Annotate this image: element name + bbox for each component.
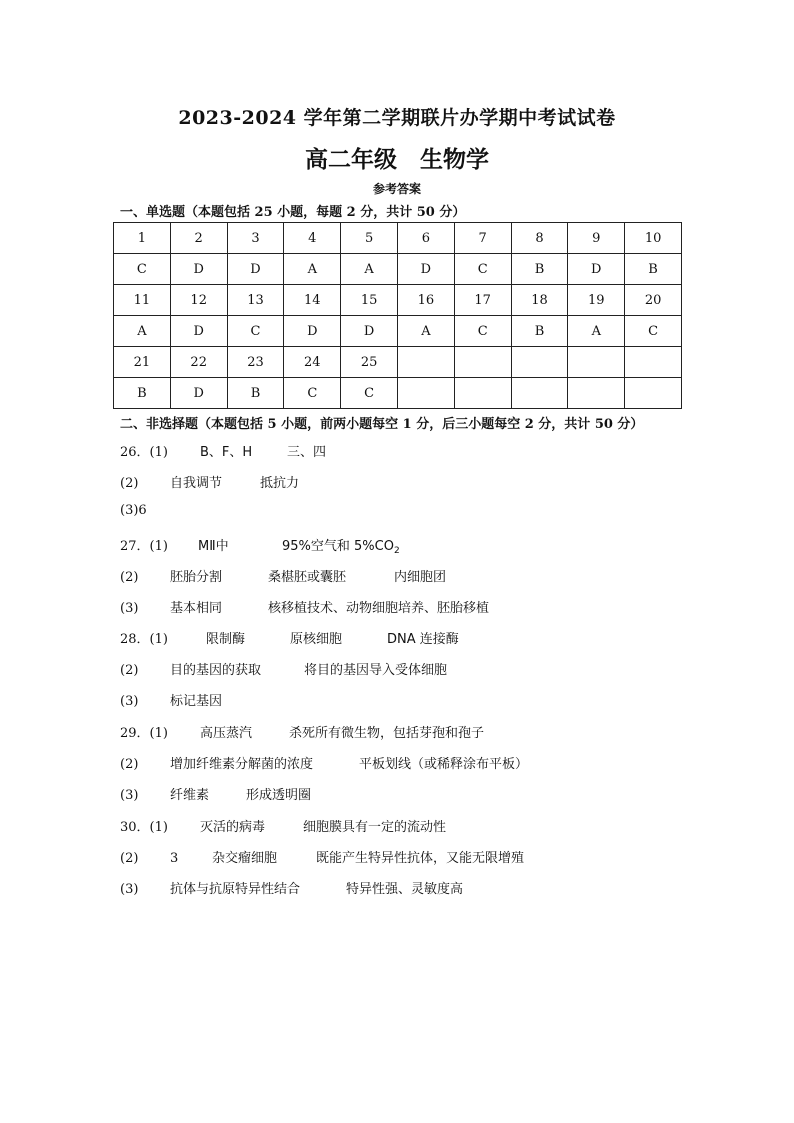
question-number: (2) xyxy=(120,570,139,585)
table-cell: A xyxy=(114,316,171,347)
answer-text: 标记基因 xyxy=(170,694,223,709)
table-cell: 14 xyxy=(284,285,341,316)
answer-line-27-2 xyxy=(120,566,446,586)
table-cell: 20 xyxy=(625,285,682,316)
question-number: (3) xyxy=(120,694,139,709)
table-cell: D xyxy=(170,378,227,409)
table-cell: 2 xyxy=(170,223,227,254)
table-cell: D xyxy=(227,254,284,285)
table-cell: 24 xyxy=(284,347,341,378)
table-cell: B xyxy=(511,316,568,347)
table-cell: 3 xyxy=(227,223,284,254)
answer-text: 特异性强、灵敏度高 xyxy=(346,882,464,897)
answer-text: 3 xyxy=(170,851,179,866)
table-cell: B xyxy=(114,378,171,409)
answer-text: 杂交瘤细胞 xyxy=(212,851,278,866)
table-cell: A xyxy=(341,254,398,285)
question-number: (3) xyxy=(120,882,139,897)
answer-text: 内细胞团 xyxy=(394,570,447,585)
question-number: 26．(1) xyxy=(120,445,168,460)
answer-line-30-2 xyxy=(120,847,524,867)
answer-line-28-2 xyxy=(120,659,447,679)
table-row xyxy=(114,254,682,285)
table-cell: D xyxy=(170,316,227,347)
answer-text: 桑椹胚或囊胚 xyxy=(268,570,347,585)
table-cell: 8 xyxy=(511,223,568,254)
table-cell: A xyxy=(397,316,454,347)
answer-line-29-1 xyxy=(120,722,484,742)
table-cell xyxy=(568,378,625,409)
answer-line-27-3 xyxy=(120,597,489,617)
section1-heading: 一、单选题（本题包括 25 小题，每题 2 分，共计 50 分） xyxy=(120,205,466,220)
table-cell: 22 xyxy=(170,347,227,378)
table-cell xyxy=(397,378,454,409)
table-cell: D xyxy=(284,316,341,347)
table-row xyxy=(114,285,682,316)
table-cell: B xyxy=(625,254,682,285)
table-cell: C xyxy=(454,316,511,347)
answer-text: 95%空气和 5%CO xyxy=(282,539,394,554)
table-cell: 19 xyxy=(568,285,625,316)
table-cell: 4 xyxy=(284,223,341,254)
table-cell xyxy=(454,378,511,409)
table-cell xyxy=(397,347,454,378)
question-number: 29．(1) xyxy=(120,726,168,741)
answer-line-26-1 xyxy=(120,441,326,461)
table-cell: A xyxy=(568,316,625,347)
table-cell: D xyxy=(568,254,625,285)
answer-text: MⅡ中 xyxy=(198,539,229,554)
question-number: 28．(1) xyxy=(120,632,168,647)
question-number: (3)6 xyxy=(120,503,147,518)
answer-text: 灭活的病毒 xyxy=(200,820,266,835)
table-cell: 25 xyxy=(341,347,398,378)
answer-text: 增加纤维素分解菌的浓度 xyxy=(170,757,314,772)
table-cell: 1 xyxy=(114,223,171,254)
answer-text: 抵抗力 xyxy=(260,476,300,491)
answer-text: 目的基因的获取 xyxy=(170,663,262,678)
answer-line-26-3 xyxy=(120,503,147,523)
table-cell xyxy=(568,347,625,378)
table-cell: 17 xyxy=(454,285,511,316)
answer-text: 限制酶 xyxy=(206,632,246,647)
question-number: (2) xyxy=(120,757,139,772)
answer-line-29-2 xyxy=(120,753,528,773)
question-number: (2) xyxy=(120,663,139,678)
table-cell: 12 xyxy=(170,285,227,316)
table-cell: C xyxy=(454,254,511,285)
table-cell xyxy=(511,378,568,409)
question-number: 30．(1) xyxy=(120,820,168,835)
table-cell: C xyxy=(227,316,284,347)
question-number: (3) xyxy=(120,601,139,616)
table-cell: D xyxy=(397,254,454,285)
table-cell: C xyxy=(341,378,398,409)
answer-text: 细胞膜具有一定的流动性 xyxy=(303,820,447,835)
table-cell: 9 xyxy=(568,223,625,254)
table-cell: 10 xyxy=(625,223,682,254)
answer-text: 形成透明圈 xyxy=(246,788,312,803)
answer-text: B、F、H xyxy=(200,445,253,460)
table-cell: D xyxy=(341,316,398,347)
table-cell xyxy=(625,347,682,378)
answer-text: 杀死所有微生物，包括芽孢和孢子 xyxy=(289,726,485,741)
table-cell: C xyxy=(114,254,171,285)
table-cell: 13 xyxy=(227,285,284,316)
answer-text: 基本相同 xyxy=(170,601,223,616)
table-cell: B xyxy=(227,378,284,409)
answer-text: 原核细胞 xyxy=(290,632,343,647)
multiple-choice-answer-table xyxy=(113,222,682,409)
answer-text: 既能产生特异性抗体，又能无限增殖 xyxy=(316,851,525,866)
answer-line-27-1 xyxy=(120,535,400,555)
section2-heading: 二、非选择题（本题包括 5 小题，前两小题每空 1 分，后三小题每空 2 分，共计 50 分） xyxy=(120,417,644,432)
question-number: (2) xyxy=(120,476,139,491)
table-row xyxy=(114,347,682,378)
answer-text: 核移植技术、动物细胞培养、胚胎移植 xyxy=(268,601,490,616)
table-cell: B xyxy=(511,254,568,285)
answer-text: 自我调节 xyxy=(170,476,223,491)
table-cell: 15 xyxy=(341,285,398,316)
answer-text: 平板划线（或稀释涂布平板） xyxy=(359,757,529,772)
answer-text: 纤维素 xyxy=(170,788,210,803)
table-cell: 11 xyxy=(114,285,171,316)
table-cell: 5 xyxy=(341,223,398,254)
answer-text: 抗体与抗原特异性结合 xyxy=(170,882,301,897)
table-row xyxy=(114,223,682,254)
answer-text: 三、四 xyxy=(287,445,327,460)
exam-title: 2023-2024 学年第二学期联片办学期中考试试卷 xyxy=(178,107,616,129)
table-cell: C xyxy=(284,378,341,409)
table-cell xyxy=(511,347,568,378)
answer-reference-label: 参考答案 xyxy=(372,182,421,196)
table-cell: 23 xyxy=(227,347,284,378)
table-cell: 7 xyxy=(454,223,511,254)
table-cell: 21 xyxy=(114,347,171,378)
question-number: (2) xyxy=(120,851,139,866)
answer-line-29-3 xyxy=(120,784,311,804)
subscript-text: 2 xyxy=(393,546,400,556)
answer-text: 将目的基因导入受体细胞 xyxy=(304,663,448,678)
answer-text: 高压蒸汽 xyxy=(200,726,253,741)
table-row xyxy=(114,316,682,347)
answer-line-26-2 xyxy=(120,472,299,492)
table-cell: C xyxy=(625,316,682,347)
answer-line-28-3 xyxy=(120,690,222,710)
answer-text: DNA 连接酶 xyxy=(387,632,459,647)
table-row xyxy=(114,378,682,409)
answer-line-28-1 xyxy=(120,628,459,648)
answer-line-30-3 xyxy=(120,878,463,898)
answer-text: 胚胎分割 xyxy=(170,570,223,585)
table-cell: 6 xyxy=(397,223,454,254)
table-cell: 18 xyxy=(511,285,568,316)
table-cell xyxy=(625,378,682,409)
table-cell xyxy=(454,347,511,378)
table-cell: D xyxy=(170,254,227,285)
table-cell: 16 xyxy=(397,285,454,316)
question-number: (3) xyxy=(120,788,139,803)
answer-line-30-1 xyxy=(120,816,446,836)
table-cell: A xyxy=(284,254,341,285)
subject-title: 高二年级 生物学 xyxy=(305,147,489,173)
question-number: 27．(1) xyxy=(120,539,168,554)
